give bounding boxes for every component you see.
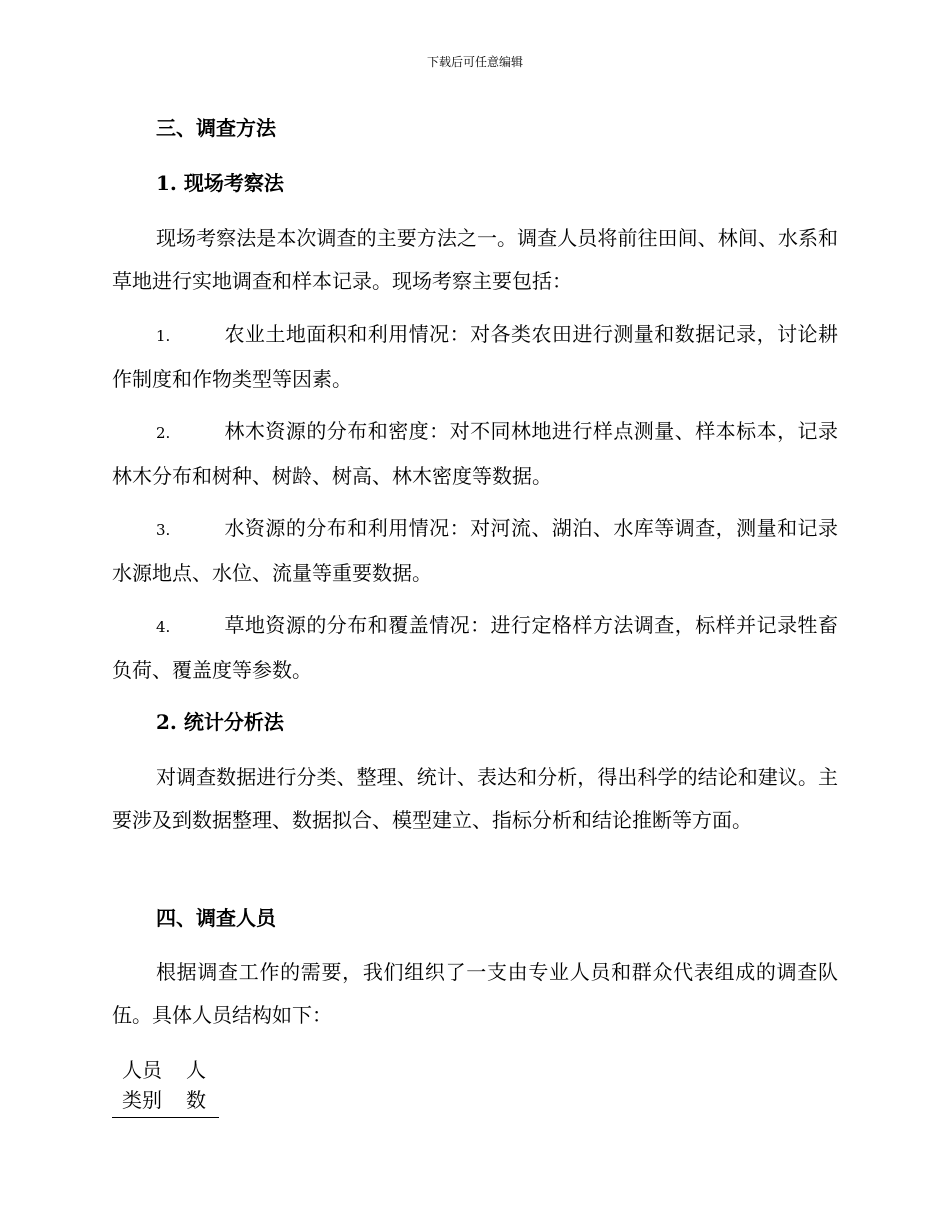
table-header-rule [112, 1117, 219, 1118]
list-item-text: 水资源的分布和利用情况：对河流、湖泊、水库等调查，测量和记录水源地点、水位、流量等重要数据。 [112, 516, 838, 585]
list-item-number: 1. [156, 327, 171, 345]
paragraph-personnel: 根据调查工作的需要，我们组织了一支由专业人员和群众代表组成的调查队伍。具体人员结构如下： [112, 960, 838, 1027]
list-item-text: 草地资源的分布和覆盖情况：进行定格样方法调查，标样并记录牲畜负荷、覆盖度等参数。 [112, 613, 838, 682]
list-item [112, 313, 838, 401]
list-item [112, 507, 838, 595]
paragraph-field-survey-intro: 现场考察法是本次调查的主要方法之一。调查人员将前往田间、林间、水系和草地进行实地调查和样本记录。现场考察主要包括： [112, 226, 838, 293]
list-item-text: 农业土地面积和利用情况：对各类农田进行测量和数据记录，讨论耕作制度和作物类型等因素。 [112, 322, 838, 391]
page-header: 下载后可任意编辑 [426, 55, 523, 69]
list-item-text: 林木资源的分布和密度：对不同林地进行样点测量、样本标本，记录林木分布和树种、树龄、树高、林木密度等数据。 [112, 419, 838, 488]
subheading-statistical-analysis: 2. 统计分析法 [156, 710, 284, 734]
section-heading-methods: 三、调查方法 [156, 116, 276, 140]
table-header-count: 人 数 [186, 1058, 206, 1112]
paragraph-statistical-analysis: 对调查数据进行分类、整理、统计、表达和分析，得出科学的结论和建议。主要涉及到数据整理、数据拟合、模型建立、指标分析和结论推断等方面。 [112, 765, 838, 832]
section-heading-personnel: 四、调查人员 [156, 906, 276, 930]
table-header-category: 人员 类别 [122, 1058, 162, 1112]
list-item [112, 410, 838, 498]
list-item-number: 4. [156, 618, 171, 636]
list-item-number: 2. [156, 424, 171, 442]
list-item [112, 604, 838, 692]
list-item-number: 3. [156, 521, 171, 539]
subheading-field-survey: 1. 现场考察法 [156, 171, 284, 195]
